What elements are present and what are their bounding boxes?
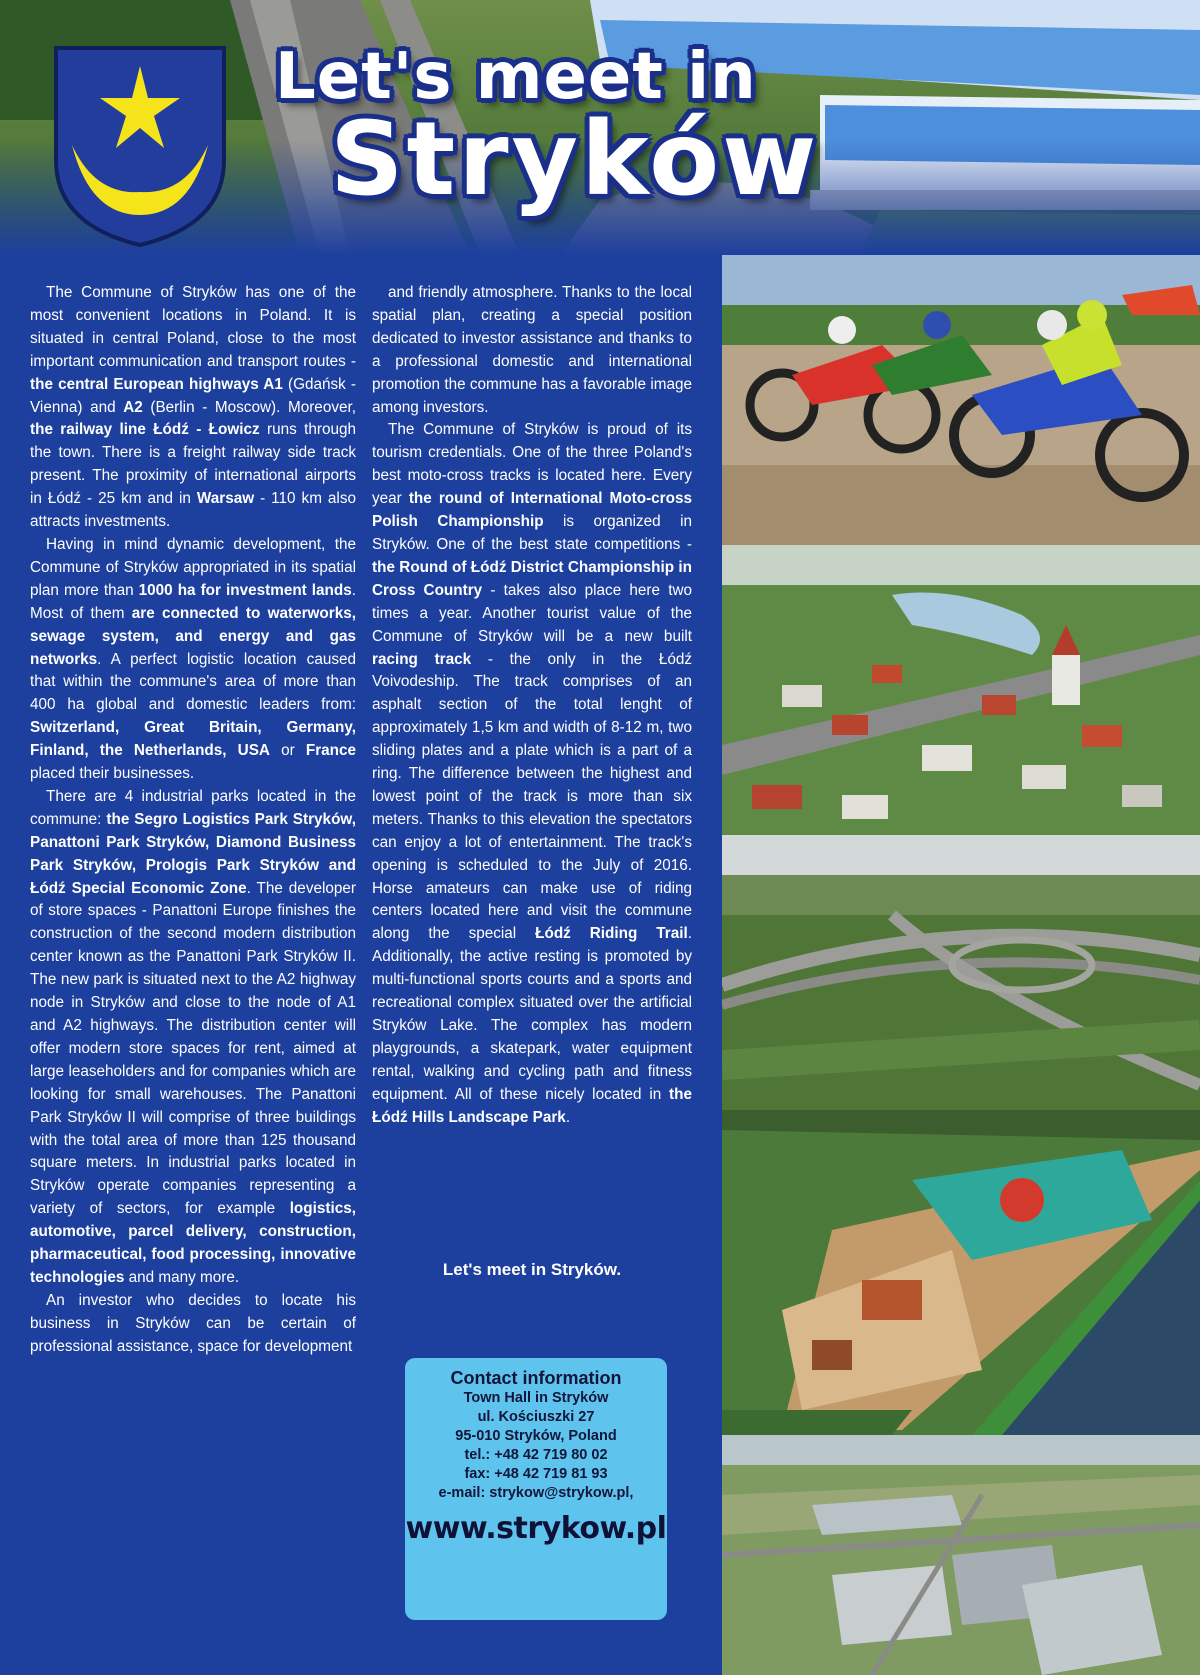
text-column-left bbox=[30, 282, 356, 1359]
body-text: or bbox=[269, 742, 306, 760]
contact-line: Town Hall in Stryków bbox=[463, 1390, 609, 1406]
paragraph bbox=[372, 282, 692, 419]
emphasis-text: the Round of Łódź District Championship in Cross Country bbox=[372, 558, 692, 599]
emphasis-text: logistics, automotive, parcel delivery, construction, pharmaceutical, food processing, innovative technologies bbox=[30, 1200, 356, 1286]
text-column-middle bbox=[372, 282, 692, 1130]
body-text: The Commune of Stryków has one of the most convenient locations in Poland. It is situated in central Poland, close to the most important communication and transport routes - bbox=[30, 284, 356, 370]
body-text: . The developer of store spaces - Panattoni Europe finishes the construction of the second modern distribution center known as the Panattoni Park Stryków II. The new park is situated next to the A2 highway node in Stryków and close to the node of A1 and A2 highways. The distribution center will offer modern store spaces for rent, aimed at large leaseholders and for companies which are looking for small warehouses. The Panattoni Park Stryków II will comprise of three buildings with the total area of more than 125 thousand square meters. In industrial parks located in Stryków operate companies representing a variety of sectors, for example bbox=[30, 879, 356, 1218]
emphasis-text: Warsaw bbox=[196, 490, 255, 508]
emphasis-text: Łódź Riding Trail bbox=[535, 925, 688, 943]
body-text: (Berlin - Moscow). Moreover, bbox=[142, 398, 356, 416]
contact-line: 95-010 Stryków, Poland bbox=[455, 1428, 617, 1444]
paragraph bbox=[30, 282, 356, 534]
emphasis-text: France bbox=[305, 742, 357, 760]
body-text: . A perfect logistic location caused that within the commune's area of more than 400 ha global and domestic leaders from: bbox=[30, 650, 356, 714]
contact-fax: fax: +48 42 719 81 93 bbox=[464, 1466, 608, 1482]
body-text: placed their businesses. bbox=[30, 765, 195, 783]
body-text: . Additionally, the active resting is promoted by multi-functional sports courts and a sports and recreational complex situated over the artificial Stryków Lake. The complex has modern playgrounds, a skatepark, water equipment rental, walking and cycling path and fitness equipment. All of these nicely located in bbox=[372, 925, 692, 1103]
paragraph bbox=[30, 1290, 356, 1359]
body-text: . bbox=[565, 1108, 571, 1126]
title-line-1: Let's meet in bbox=[275, 40, 757, 114]
body-text: runs through the town. There is a freight railway side track present. The proximity of international airports in Łódź - 25 km and in bbox=[30, 421, 357, 508]
body-text: (Gdańsk - Vienna) and bbox=[30, 375, 356, 416]
contact-phone: tel.: +48 42 719 80 02 bbox=[464, 1447, 608, 1463]
body-text: . Most of them bbox=[30, 581, 356, 622]
highway-interchange-photo bbox=[722, 835, 1200, 1110]
body-text: and friendly atmosphere. Thanks to the local spatial plan, creating a special position dedicated to investor assistance and thanks to a professional domestic and international promotion the commune has a favorable image among investors. bbox=[372, 284, 692, 416]
paragraph bbox=[30, 534, 356, 786]
paragraph bbox=[372, 419, 692, 1129]
town-aerial-photo bbox=[722, 545, 1200, 835]
body-text: There are 4 industrial parks located in the commune: bbox=[30, 787, 356, 828]
emphasis-text: Switzerland, Great Britain, Germany, Finland, the Netherlands, USA bbox=[30, 719, 356, 760]
body-text: The Commune of Stryków is proud of its tourism credentials. One of the three Poland's best moto-cross tracks is located here. Every year bbox=[372, 421, 692, 508]
body-text: and many more. bbox=[124, 1268, 240, 1286]
closing-line: Let's meet in Stryków. bbox=[442, 1260, 622, 1279]
emphasis-text: the Łódź Hills Landscape Park bbox=[372, 1085, 692, 1126]
stryków-coat-of-arms bbox=[50, 40, 230, 250]
emphasis-text: racing track bbox=[372, 650, 472, 668]
body-text: is organized in Stryków. One of the best state competitions - bbox=[372, 513, 693, 553]
body-text: - 110 km also attracts investments. bbox=[30, 490, 356, 531]
body-text: - the only in the Łódź Voivodeship. The track comprises of an asphalt section of the total lenght of approximately 1,5 km and width of 8-12 m, two sliding plates and a plate which is a part of a ring. The difference between the highest and lowest point of the track is more than six meters. Thanks to this elevation the spectators can enjoy a lot of entertainment. The track's opening is scheduled to the July of 2016. Horse amateurs can make use of riding centers located here and visit the commune along the special bbox=[372, 650, 692, 943]
contact-line: ul. Kościuszki 27 bbox=[477, 1409, 595, 1425]
emphasis-text: the Segro Logistics Park Stryków, Panattoni Park Stryków, Diamond Business Park Stryków, Prologis Park Stryków and Łódź Special Economic Zone bbox=[30, 810, 356, 897]
contact-box bbox=[405, 1358, 667, 1620]
emphasis-text: A2 bbox=[123, 398, 143, 416]
title-line-2: Stryków bbox=[330, 100, 820, 219]
contact-title: Contact information bbox=[450, 1368, 622, 1388]
body-text: Having in mind dynamic development, the Commune of Stryków appropriated in its spatial plan more than bbox=[30, 535, 356, 599]
emphasis-text: the round of International Moto-cross Polish Championship bbox=[372, 490, 692, 531]
website-link[interactable]: www.strykow.pl bbox=[405, 1511, 667, 1546]
body-text: An investor who decides to locate his business in Stryków can be certain of professional assistance, space for development bbox=[30, 1291, 356, 1355]
emphasis-text: 1000 ha for investment lands bbox=[138, 581, 352, 599]
contact-email: e-mail: strykow@strykow.pl, bbox=[438, 1485, 634, 1501]
emphasis-text: the central European highways A1 bbox=[30, 375, 283, 393]
lake-recreation-park-photo bbox=[722, 1110, 1200, 1435]
emphasis-text: the railway line Łódź - Łowicz bbox=[30, 421, 260, 439]
header-banner bbox=[0, 0, 1200, 255]
emphasis-text: are connected to waterworks, sewage system, and energy and gas networks bbox=[30, 604, 356, 668]
body-text: - takes also place here two times a year. Another tourist value of the Commune of Stryków will be a new built bbox=[372, 581, 692, 645]
motocross-photo bbox=[722, 255, 1200, 545]
industrial-park-aerial-photo bbox=[722, 1435, 1200, 1675]
paragraph bbox=[30, 786, 356, 1290]
